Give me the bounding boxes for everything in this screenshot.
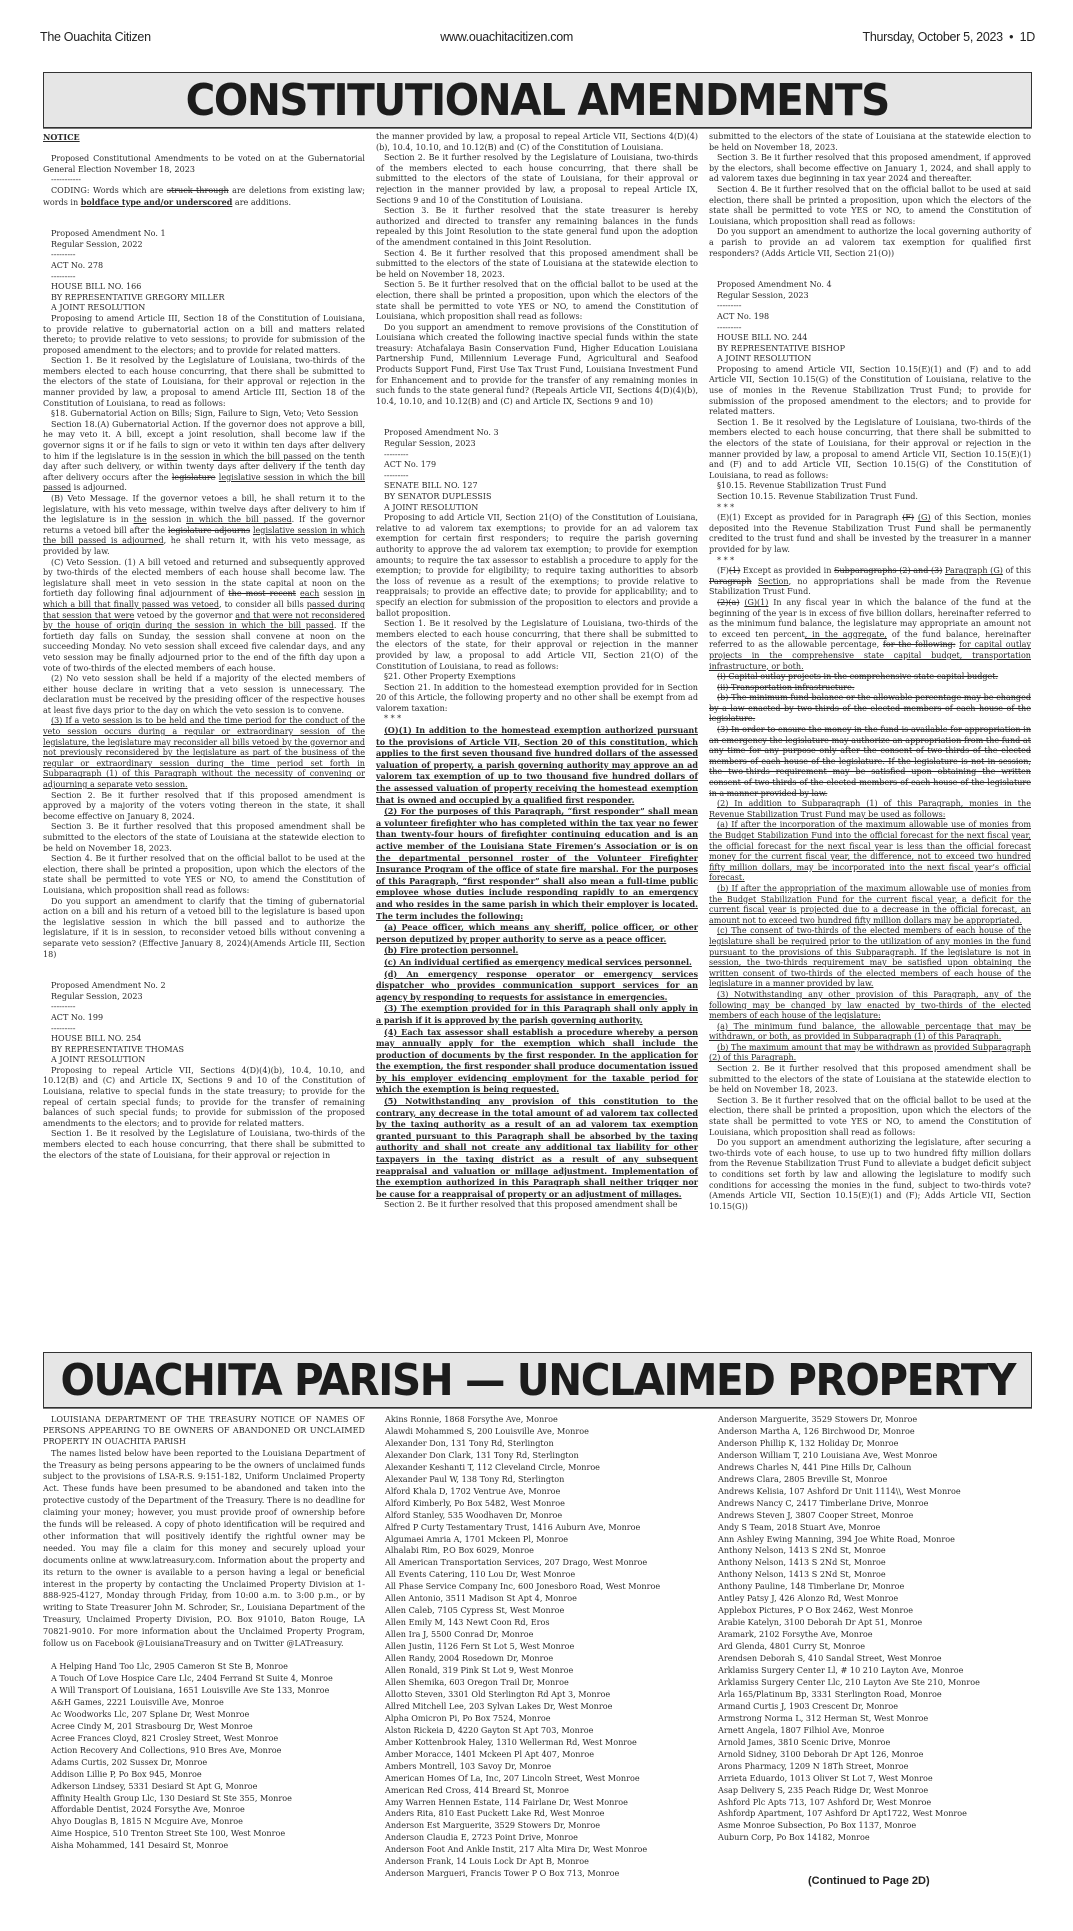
deleted-text: legislature adjourns	[168, 525, 251, 535]
unclaimed-name-entry: Amber Kottenbrook Haley, 1310 Wellerman Rd, West Monroe	[385, 1736, 637, 1747]
paragraph: Section 5. Be it further resolved that on the official ballot to be used at the election, there shall be printed a proposition, upon which the electors of the state shall be permitted to vote YES or NO, to amend the Constitution of Louisiana, which proposition shall read as follows:	[376, 280, 698, 322]
added-text: (O)(1) In addition to the homestead exemption authorized pursuant to the provisions of Article VII, Section 20 of this constitution, which applies to the first seven thousand five hundred dollars of the assessed valuation of property, a parish governing authority may approve an ad valorem tax exemption of up to two thousand five hundred dollars of the assessed valuation of property receiving the homestead exemption that is owned and occupied by a qualified first responder.	[376, 725, 698, 805]
bill-header-line: ACT No. 199	[51, 1012, 104, 1022]
added-text: (a) If after the incorporation of the maximum allowable use of monies from the Budget Stabilization Fund into the official forecast for the next fiscal year, the official forecast for the next fiscal year is less than the official forecast money for the current fiscal year, the difference, not to exceed two hundred fifty million dollars, may be incorporated into the next fiscal year’s official forecast.	[709, 820, 1031, 883]
unclaimed-name-entry: Algumaei Amria A, 1701 Mckeen Pl, Monroe	[385, 1533, 568, 1544]
unclaimed-name-entry: A Touch Of Love Hospice Care Llc, 2404 Ferrand St Suite 4, Monroe	[51, 1672, 333, 1683]
paragraph: Section 2. Be it further resolved that this proposed amendment shall be submitted to the electors of the state of Louisiana at the statewide election to be held on November 18, 2023.	[709, 1064, 1031, 1095]
paragraph: §18. Gubernatorial Action on Bills; Sign, Failure to Sign, Veto; Veto Session	[51, 409, 359, 419]
unclaimed-name-entry: Allotto Steven, 3301 Old Sterlington Rd Apt 3, Monroe	[385, 1688, 611, 1699]
unclaimed-name-entry: Anderson Est Marguerite, 3529 Stowers Dr, Monroe	[385, 1820, 601, 1831]
unclaimed-name-entry: Anthony Nelson, 1413 S 2Nd St, Monroe	[718, 1557, 886, 1568]
unclaimed-name-entry: All Phase Service Company Inc, 600 Jonesboro Road, West Monroe	[385, 1581, 661, 1592]
paragraph	[709, 693, 1031, 725]
paragraph	[709, 990, 1031, 1022]
bill-header-line: Proposed Amendment No. 1	[51, 229, 166, 239]
treasury-notice-body: The names listed below have been reported to the Louisiana Department of the Treasury as being persons appearing to be the owners of unclaimed funds subject to the provisions of LSA-R.S. 9:151-182, Uniform Unclaimed Property Act. These funds have been presumed to be abandoned and taken into the protective custody of the Department of the Treasury. There is no deadline for claiming your money; however, you must provide proof of ownership before the funds will be released. A copy of photo identification will be required and other information that will positively identify the rightful owner may be needed. You may file a claim for this money and securely upload your documents online at www.latreasury.com. Information about the property and its return to the owner is available to a person having a legal or beneficial interest in the property by contacting the Unclaimed Property Division at 1-888-925-4127, Monday through Friday, from 10:00 a.m. to 3:00 p.m., or by writing to State Treasurer John M. Schroder, Sr., Louisiana Department of the Treasury, Unclaimed Property Division, P.O. Box 91010, Baton Rouge, LA 70821-9010. For more information about the Unclaimed Property Program, follow us on Facebook @LouisianaTreasury and on Twitter @LATreasury.	[43, 1447, 365, 1649]
unclaimed-name-entry: Anderson Marguerite, 3529 Stowers Dr, Monroe	[718, 1414, 918, 1424]
paragraph: Section 1. Be it resolved by the Legislature of Louisiana, two-thirds of the members elected to each house concurring, that there shall be submitted to the electors of the state of Louisiana, for their approval or rejection in the manner provided by law, a proposal to amend Article III, Section 18 of the Constitution of Louisiana, to read as follows:	[43, 356, 365, 408]
unclaimed-property-title: OUACHITA PARISH — UNCLAIMED PROPERTY	[60, 1354, 1015, 1406]
unclaimed-name-entry: Allen Ira J, 5500 Conrad Dr, Monroe	[385, 1629, 534, 1640]
deleted-text: Paragraph	[709, 576, 752, 586]
website-link[interactable]: www.ouachitacitizen.com	[440, 30, 573, 44]
unclaimed-name-entry: Arabie Katelyn, 3100 Deborah Dr Apt 51, Monroe	[718, 1617, 923, 1628]
spacer	[709, 259, 1031, 280]
paragraph: (2)(a) (G)(1) In any fiscal year in which the balance of the fund at the beginning of the year is in excess of five billion dollars, hereinafter referred to as the minimum fund balance, the legislature may appropriate an amount not to exceed ten percent, in the aggregate, of the fund balance, hereinafter referred to as the allowable percentage, for the following: for capital outlay projects in the comprehensive state capital budget, transportation infrastructure, or both.	[709, 597, 1031, 671]
unclaimed-name-entry: A&H Games, 2221 Louisville Ave, Monroe	[51, 1696, 224, 1707]
deleted-text: (2)(a)	[717, 597, 740, 607]
deleted-text: struck through	[166, 185, 229, 195]
bill-header-line: Regular Session, 2023	[384, 439, 476, 449]
paragraph	[376, 957, 698, 969]
paragraph	[376, 806, 698, 922]
amendments-column-3	[709, 132, 1031, 1212]
names-list-3	[718, 1414, 1038, 1844]
unclaimed-name-entry: Amber Moracce, 1401 Mckeen Pl Apt 407, Monroe	[385, 1748, 595, 1759]
unclaimed-name-entry: Arnold Sidney, 3100 Deborah Dr Apt 126, Monroe	[718, 1748, 924, 1759]
bullet-separator: •	[1009, 30, 1014, 44]
unclaimed-name-entry: Allen Randy, 2004 Rosedown Dr, Monroe	[385, 1653, 554, 1664]
paragraph: (B) Veto Message. If the governor vetoes a bill, he shall return it to the legislature, with his veto message, within twelve days after delivery to him if the legislature is in the session in which the bill passed. If the governor returns a vetoed bill after the legislature adjourns legislative session in which the bill passed is adjourned, he shall return it, with his veto message, as provided by law.	[43, 494, 366, 556]
added-text: (5) Notwithstanding any provision of this constitution to the contrary, any decrease in the total amount of ad valorem tax collected by the taxing authority as a result of an ad valorem tax exemption granted pursuant to this Paragraph shall be absorbed by the taxing authority and shall not create any additional tax liability for other taxpayers in the taxing district as a result of any subsequent reappraisal and valuation or millage adjustment. Implementation of the exemption authorized in this Paragraph shall neither trigger nor be cause for a reappraisal of property or an adjustment of millages.	[376, 1096, 698, 1199]
bill-header-line: A JOINT RESOLUTION	[51, 1055, 146, 1065]
paragraph	[709, 884, 1031, 926]
notice-heading: NOTICE	[43, 132, 80, 142]
added-text: (3) Notwithstanding any other provision of this Paragraph, any of the following may be changed by law enacted by two-thirds of the elected members of each house of the legislature:	[709, 989, 1031, 1021]
unclaimed-name-entry: Action Recovery And Collections, 910 Bres Ave, Monroe	[51, 1744, 282, 1755]
unclaimed-name-entry: Acree Frances Cloyd, 821 Crosley Street, West Monroe	[51, 1732, 279, 1743]
unclaimed-name-entry: Allen Ronald, 319 Pink St Lot 9, West Monroe	[385, 1665, 574, 1676]
added-text: (d) An emergency response operator or emergency services dispatcher who provides communication support services for an agency by responding to requests for assistance in emergencies.	[376, 968, 698, 1002]
unclaimed-name-entry: Asme Monroe Subsection, Po Box 1137, Monroe	[718, 1820, 917, 1831]
paragraph: Do you support an amendment to authorize the local governing authority of a parish to provide an ad valorem tax exemption for qualified first responders? (Adds Article VII, Section 21(O))	[709, 227, 1031, 258]
unclaimed-name-entry: Anthony Pauline, 148 Timberlane Dr, Monroe	[718, 1581, 905, 1592]
unclaimed-name-entry: Ac Woodworks Llc, 207 Splane Dr, West Monroe	[51, 1708, 250, 1719]
unclaimed-name-entry: Anderson Foot And Ankle Instit, 217 Alta Mira Dr, West Monroe	[385, 1844, 648, 1855]
added-text: boldface type and/or underscored	[80, 196, 233, 207]
paragraph: Section 4. Be it further resolved that on the official ballot to be used at the election, there shall be printed a proposition, upon which the electors of the state shall be permitted to vote YES or NO, to amend the Constitution of Louisiana, which proposition shall read as follows:	[43, 854, 365, 895]
unclaimed-name-entry: Allen Emily M, 143 Newt Coon Rd, Eros	[385, 1617, 550, 1628]
unclaimed-name-entry: Allen Justin, 1126 Fern St Lot 5, West Monroe	[385, 1641, 575, 1652]
names-list-1	[43, 1661, 365, 1852]
paragraph: (2) No veto session shall be held if a majority of the elected members of either house declare in writing that a veto session is unnecessary. The declaration must be received by the presiding officer of the respective houses at least five days prior to the day on which the veto session is to convene.	[43, 674, 365, 715]
unclaimed-name-entry: Anderson William T, 210 Louisiana Ave, West Monroe	[718, 1449, 938, 1460]
deleted-text: (i) Capital outlay projects in the comprehensive state capital budget.	[717, 672, 999, 682]
paragraph	[376, 1096, 698, 1200]
paragraph: the manner provided by law, a proposal to repeal Article VII, Sections 4(D)(4)(b), 10.4, 10.10, and 10.12(B) and (C) of the Constitution of Louisiana.	[376, 132, 698, 152]
unclaimed-name-entry: Arrieta Eduardo, 1013 Oliver St Lot 7, West Monroe	[718, 1772, 933, 1783]
added-text: in which the bill passed	[213, 451, 312, 461]
unclaimed-name-entry: Ambers Montrell, 103 Savoy Dr, Monroe	[385, 1760, 552, 1771]
added-text: (c) An individual certified as emergency medical services personnel.	[384, 956, 692, 967]
unclaimed-column-1	[43, 1414, 365, 1852]
unclaimed-name-entry: Acree Cindy M, 201 Strasbourg Dr, West Monroe	[51, 1720, 253, 1731]
amendments-column-1	[43, 132, 365, 1161]
deleted-text: for the following:	[882, 640, 956, 650]
paragraph: Section 1. Be it resolved by the Legislature of Louisiana, two-thirds of the members elected to each house concurring, that there shall be submitted to the electors of the state, for their approval or rejection in the manner provided by law, a proposal to add Article VII, Section 21(O) of the Constitution of Louisiana, to read as follows:	[376, 619, 698, 671]
paragraph: Section 1. Be it resolved by the Legislature of Louisiana, two-thirds of the members elected to each house concurring, that there shall be submitted to the electors of the state of Louisiana, for their approval or rejection in the manner provided by law, a proposal to amend Article VII, Section 10.15(E)(1) and (F) and to add Article VII, Section 10.15(G) of the Constitution of Louisiana, to read as follows:	[709, 417, 1031, 480]
added-text: (4) Each tax assessor shall establish a procedure whereby a person may annually apply for the exemption which shall include the production of documents by the first responder. In the application for the exemption, the first responder shall produce documentation issued by his employer evidencing employment for the taxable period for which the exemption is being requested.	[376, 1026, 698, 1095]
unclaimed-name-entry: Arnett Angela, 1807 Filhiol Ave, Monroe	[718, 1724, 885, 1735]
bill-header-line: BY REPRESENTATIVE GREGORY MILLER	[51, 292, 225, 302]
unclaimed-name-entry: Allen Caleb, 7105 Cypress St, West Monroe	[385, 1605, 565, 1616]
masthead	[40, 30, 1035, 44]
bill-header-line: ACT No. 179	[384, 460, 437, 470]
unclaimed-name-entry: Anderson Frank, 14 Louis Lock Dr Apt B, Monroe	[385, 1856, 589, 1867]
paragraph: Section 18.(A) Gubernatorial Action. If the governor does not approve a bill, he may veto it. A bill, except a joint resolution, shall become law if the governor signs it or if he fails to sign or veto it within ten days after delivery to him if the legislature is in the session in which the bill passed on the tenth day after such delivery, or within twenty days after delivery if the tenth day after delivery occurs after the legislature legislative session in which the bill passed is adjourned.	[43, 419, 366, 493]
unclaimed-name-entry: Arendsen Deborah S, 410 Sandal Street, West Monroe	[718, 1653, 942, 1664]
unclaimed-name-entry: Alston Rickeia D, 4220 Gayton St Apt 703, Monroe	[385, 1724, 594, 1735]
bill-header-line: HOUSE BILL NO. 166	[51, 282, 142, 292]
paragraph: §21. Other Property Exemptions	[384, 672, 516, 682]
bill-header-line: ---------	[384, 449, 409, 459]
paragraph: Proposing to add Article VII, Section 21(O) of the Constitution of Louisiana, relative to ad valorem tax exemptions; to provide for an ad valorem tax exemption for certain first responders; to require the parish governing authority to approve the ad valorem tax exemption; to provide for exemption amounts; to require the tax assessor to establish a procedure to apply for the exemption; to provide for eligibility; to require taxing authorities to absorb the loss of revenue as a result of the exemptions; to provide relative to reappraisals; to provide an effective date; to provide for applicability; and to specify an election for submission of the proposition to electors and provide a ballot proposition.	[376, 513, 698, 618]
added-text: (a) The minimum fund balance, the allowable percentage that may be withdrawn, or both, as provided in Subparagraph (1) of this Paragraph.	[709, 1021, 1031, 1042]
unclaimed-name-entry: Alford Kimberly, Po Box 5482, West Monroe	[385, 1497, 565, 1508]
unclaimed-name-entry: Arklamiss Surgery Center Llc, 210 Layton Ave Ste 210, Monroe	[718, 1676, 980, 1687]
paragraph: Proposing to amend Article VII, Section 10.15(E)(1) and (F) and to add Article VII, Section 10.15(G) of the Constitution of Louisiana, relative to the use of monies in the Revenue Stabilization Trust Fund; to provide for submission of the proposed amendment to the electors; and to provide for related matters.	[709, 364, 1031, 417]
unclaimed-name-entry: Anderson Martha A, 126 Birchwood Dr, Monroe	[718, 1425, 915, 1436]
unclaimed-name-entry: Alhalabi Rim, P.O Box 6029, Monroe	[385, 1545, 534, 1556]
unclaimed-name-entry: Antley Patsy J, 426 Alonzo Rd, West Monroe	[718, 1593, 899, 1604]
bill-header-line: BY REPRESENTATIVE BISHOP	[717, 343, 846, 353]
paragraph: Proposing to amend Article III, Section 18 of the Constitution of Louisiana, to provide relative to gubernatorial action on a bill and matters related thereto; to provide relative to veto sessions; to provide for submission of the proposed amendment to the electors; and to provide for related matters.	[43, 313, 365, 355]
paragraph	[709, 1043, 1031, 1064]
paragraph	[43, 716, 365, 790]
bill-header-line: Regular Session, 2022	[51, 239, 143, 249]
amendments-banner	[43, 72, 1032, 128]
paragraph	[376, 1027, 698, 1097]
bill-header-line: SENATE BILL NO. 127	[384, 481, 478, 491]
unclaimed-name-entry: Armand Curtis J, 1903 Crescent Dr, Monroe	[718, 1700, 898, 1711]
deleted-text: (3) In order to ensure the money in the fund is available for appropriation in an emergency the legislature may authorize an appropriation from the fund at any time for any purpose only after the consent of two-thirds of the elected members of each house of the legislature. If the legislature is not in session, the two-thirds requirement may be satisfied upon obtaining the written consent of two-thirds of the elected members of each house of the legislature in a manner provided by law.	[709, 725, 1031, 798]
bill-header-line: ---------	[51, 250, 76, 260]
paragraph	[709, 799, 1031, 820]
paragraph: (C) Veto Session. (1) A bill vetoed and returned and subsequently approved by two-thirds of the elected members of each house shall become law. The legislature shall meet in veto session in the state capital at noon on the fortieth day following final adjournment of the most recent each session in which a bill that finally passed was vetoed, to consider all bills passed during that session that were vetoed by the governor and that were not reconsidered by the house of origin during the session in which the bill passed. If the fortieth day falls on Sunday, the session shall convene at noon on the succeeding Monday. No veto session shall exceed five calendar days, and any veto session may be finally adjourned prior to the end of the fifth day upon a vote of two-thirds of the elected members of each house.	[43, 557, 365, 673]
added-text: (b) The maximum amount that may be withdrawn as provided Subparagraph (2) of this Paragraph.	[709, 1042, 1031, 1063]
names-list-2	[385, 1414, 705, 1880]
spacer	[376, 407, 698, 428]
paragraph: * * *	[384, 714, 402, 724]
unclaimed-name-entry: Arnold James, 3810 Scenic Drive, Monroe	[718, 1736, 891, 1747]
bill-header-line: Proposed Amendment No. 4	[717, 280, 832, 290]
paragraph	[376, 922, 698, 945]
added-text: passed during that session that were	[43, 599, 365, 620]
paragraph: Do you support an amendment to clarify that the timing of gubernatorial action on a bill and his return of a vetoed bill to the legislature is based upon the legislative session in which the bill passed and to authorize the legislature, if it is in session, to reconsider vetoed bills without convening a separate veto session? (Effective January 8, 2024)(Amends Article III, Section 18)	[43, 896, 365, 959]
unclaimed-name-entry: Adams Curtis, 202 Sussex Dr, Monroe	[51, 1756, 208, 1767]
paragraph: Do you support an amendment authorizing the legislature, after securing a two-thirds vote of each house, to use up to two hundred fifty million dollars from the Revenue Stabilization Trust Fund to alleviate a budget deficit subject to conditions set forth by law and allowing the legislature to modify such conditions for accessing the monies in the fund, subject to two-thirds vote? (Amends Article VII, Section 10.15(E)(1) and (F); Adds Article VII, Section 10.15(G))	[709, 1138, 1031, 1211]
unclaimed-name-entry: Ashfordp Apartment, 107 Ashford Dr Apt1722, West Monroe	[718, 1808, 967, 1819]
continued-notice: (Continued to Page 2D)	[808, 1875, 930, 1887]
paragraph: * * *	[717, 555, 735, 565]
added-text: (c) The consent of two-thirds of the elected members of each house of the legislature shall be required prior to the utilization of any monies in the fund pursuant to the provisions of this Subparagraph. If the legislature is not in session, the two-thirds requirement may be satisfied upon obtaining the written consent of two-thirds of the elected members of each house of the legislature in a manner provided by law.	[709, 926, 1031, 989]
unclaimed-name-entry: Allred Mitchell Lee, 203 Sylvan Lakes Dr, West Monroe	[385, 1700, 613, 1711]
added-text: legislative session in which the bill passed is adjourned	[43, 525, 366, 546]
paragraph: Section 3. Be it further resolved that this proposed amendment shall be submitted to the electors of the state of Louisiana at the statewide election to be held on November 18, 2023.	[43, 822, 365, 853]
unclaimed-name-entry: American Red Cross, 414 Breard St, Monroe	[385, 1784, 569, 1795]
paragraph: Do you support an amendment to remove provisions of the Constitution of Louisiana which created the following inactive special funds within the state treasury: Atchafalaya Basin Conservation Fund, Higher Education Louisiana Partnership Fund, Millennium Leverage Fund, Agricultural and Seafood Products Support Fund, First Use Tax Trust Fund, Louisiana Investment Fund for Enhancement and to provide for the transfer of any remaining monies in such funds to the state general fund? (Repeals Article VII, Sections 4(D)(4)(b), 10.4, 10.10, and 10.12(B) and (C) and Article IX, Sections 9 and 10)	[376, 322, 698, 406]
paragraph: Section 2. Be it further resolved by the Legislature of Louisiana, two-thirds of the members elected to each house concurring, that there shall be submitted to the electors of the state of Louisiana, for their approval or rejection in the manner provided by law, a proposal to repeal Article IX, Sections 9 and 10 of the Constitution of Louisiana.	[376, 153, 698, 205]
unclaimed-name-entry: Anthony Nelson, 1413 S 2Nd St, Monroe	[718, 1569, 886, 1580]
deleted-text: Subparagraphs (2) and (3)	[833, 566, 943, 576]
unclaimed-property-banner	[43, 1352, 1032, 1408]
added-text: each	[300, 589, 320, 599]
paragraph: Section 4. Be it further resolved that on the official ballot to be used at said election, there shall be printed a proposition, upon which the electors of the state shall be permitted to vote YES or NO, to amend the Constitution of Louisiana, which proposition shall read as follows:	[709, 184, 1031, 226]
unclaimed-name-entry: Addison Lillie P, Po Box 945, Monroe	[51, 1768, 202, 1779]
bill-header-line: ---------	[717, 322, 742, 332]
added-text: (G)(1)	[744, 597, 769, 607]
unclaimed-name-entry: All Events Catering, 110 Lou Dr, West Monroe	[385, 1569, 576, 1580]
unclaimed-name-entry: Alexander Don, 131 Tony Rd, Sterlington	[385, 1437, 554, 1448]
paragraph	[709, 820, 1031, 884]
unclaimed-name-entry: Alford Khala D, 1702 Ventrue Ave, Monroe	[385, 1485, 561, 1496]
spacer	[43, 144, 365, 155]
added-text: (a) Peace officer, which means any sheriff, police officer, or other person deputized by proper authority to serve as a peace officer.	[376, 922, 698, 944]
unclaimed-name-entry: Andrews Steven J, 3807 Cooper Street, Monroe	[718, 1509, 914, 1520]
unclaimed-name-entry: Allen Shemika, 603 Oregon Trail Dr, Monroe	[385, 1676, 569, 1687]
added-text: in which the bill passed	[186, 515, 292, 525]
bill-header-line: ---------	[51, 1002, 76, 1012]
paragraph	[709, 683, 1031, 694]
unclaimed-name-entry: Ard Glenda, 4801 Curry St, Monroe	[718, 1641, 865, 1652]
paragraph: Proposing to repeal Article VII, Sections 4(D)(4)(b), 10.4, 10.10, and 10.12(B) and (C) and Article IX, Sections 9 and 10 of the Constitution of Louisiana, relative to special funds in the state treasury; to provide for the repeal of certain special funds; to provide for the transfer of remaining balances of such special funds; to provide for submission of the proposed amendments to the electors; and to provide for related matters.	[43, 1065, 365, 1128]
unclaimed-name-entry: Andrews Kelisia, 107 Ashford Dr Unit 1114\\, West Monroe	[718, 1485, 961, 1496]
unclaimed-name-entry: Arklamiss Surgery Center Ll, # 10 210 Layton Ave, Monroe	[718, 1665, 964, 1676]
paragraph	[709, 672, 1031, 683]
added-text: the	[164, 451, 178, 461]
deleted-text: (ii) Transportation infrastructure.	[717, 682, 855, 692]
bill-header-line: HOUSE BILL NO. 254	[51, 1034, 142, 1044]
bill-header-line: Proposed Amendment No. 3	[384, 428, 499, 438]
paragraph: Proposed Constitutional Amendments to be voted on at the Gubernatorial General Election November 18, 2023	[43, 154, 365, 174]
added-text: (3) The exemption provided for in this Paragraph shall only apply in a parish if it is approved by the parish governing authority.	[376, 1003, 698, 1025]
unclaimed-name-entry: Aisha Mohammed, 141 Desaird St, Monroe	[51, 1840, 229, 1851]
added-text: Paragraph (G)	[944, 566, 1003, 576]
paragraph: Section 3. Be it further resolved that on the official ballot to be used at the election, there shall be printed a proposition, upon which the electors of the state shall be permitted to vote YES or NO, to amend the Constitution of Louisiana, which proposition shall read as follows:	[709, 1095, 1031, 1137]
paragraph: CODING: Words which are struck through are deletions from existing law; words in boldface type and/or underscored are additions.	[43, 185, 365, 207]
deleted-text: legislature	[171, 472, 216, 482]
added-text: , in the aggregate,	[804, 629, 887, 639]
paragraph	[376, 969, 698, 1004]
paragraph: * * *	[717, 502, 735, 512]
paragraph	[43, 132, 365, 144]
unclaimed-name-entry: Anders Rita, 810 East Puckett Lake Rd, West Monroe	[385, 1808, 605, 1819]
paragraph	[376, 725, 698, 806]
paragraph: Section 2. Be it further resolved that if this proposed amendment is approved by a majority of the voters voting thereon in the state, it shall become effective on January 8, 2024.	[43, 790, 365, 821]
unclaimed-name-entry: Andrews Nancy C, 2417 Timberlane Drive, Monroe	[718, 1497, 929, 1508]
deleted-text: (F)	[902, 513, 915, 523]
unclaimed-name-entry: Anderson Claudia E, 2723 Point Drive, Monroe	[385, 1832, 578, 1843]
deleted-text: the most recent	[228, 589, 296, 599]
unclaimed-name-entry: Affordable Dentist, 2024 Forsythe Ave, Monroe	[51, 1804, 245, 1815]
treasury-notice-heading: LOUISIANA DEPARTMENT OF THE TREASURY NOTICE OF NAMES OF PERSONS APPEARING TO BE OWNERS OF ABANDONED OR UNCLAIMED PROPERTY IN OUACHITA PARISH	[43, 1414, 365, 1447]
paragraph	[376, 1003, 698, 1026]
paragraph: Section 3. Be it further resolved that this proposed amendment, if approved by the electors, shall become effective on January 1, 2024, and shall apply to ad valorem taxes due beginning in tax year 2024 and thereafter.	[709, 153, 1031, 184]
unclaimed-name-entry: Andrews Clara, 2805 Breville St, Monroe	[718, 1473, 888, 1484]
paragraph: (F)(1) Except as provided in Subparagraphs (2) and (3) Paragraph (G) of this Paragraph Section, no appropriations shall be made from the Revenue Stabilization Trust Fund.	[709, 566, 1032, 597]
added-text: Section	[757, 576, 789, 586]
unclaimed-name-entry: Alford Stanley, 535 Woodhaven Dr, Monroe	[385, 1509, 563, 1520]
spacer	[43, 960, 365, 981]
bill-header-line: Proposed Amendment No. 2	[51, 981, 166, 991]
bill-header-line: A JOINT RESOLUTION	[717, 354, 812, 364]
unclaimed-name-entry: Ahyo Douglas B, 1815 N Mcguire Ave, Monroe	[51, 1816, 243, 1827]
added-text: (b) If after the appropriation of the maximum allowable use of monies from the Budget Stabilization Fund for the current fiscal year, a deficit for the current fiscal year is projected due to a decrease in the official forecast, an amount not to exceed two hundred fifty million dollars may be appropriated.	[709, 883, 1031, 925]
paragraph: Section 2. Be it further resolved that this proposed amendment shall be	[384, 1200, 678, 1210]
unclaimed-name-entry: Andy S Team, 2018 Stuart Ave, Monroe	[718, 1521, 881, 1532]
bill-header-line: ---------	[384, 470, 409, 480]
unclaimed-name-entry: Asap Delivery S, 235 Peach Ridge Dr, West Monroe	[718, 1784, 929, 1795]
dateline	[863, 30, 1035, 44]
spacer	[43, 208, 365, 229]
unclaimed-name-entry: Affinity Health Group Llc, 130 Desiard St Ste 355, Monroe	[51, 1792, 292, 1803]
unclaimed-name-entry: Alpha Omicron Pi, Po Box 7524, Monroe	[385, 1712, 551, 1723]
added-text: the	[133, 515, 147, 525]
unclaimed-name-entry: Anderson Phillip K, 132 Holiday Dr, Monroe	[718, 1437, 899, 1448]
unclaimed-name-entry: Adkerson Lindsey, 5331 Desiard St Apt G, Monroe	[51, 1780, 258, 1791]
unclaimed-name-entry: Allen Antonio, 3511 Madison St Apt 4, Monroe	[385, 1593, 577, 1604]
paragraph	[709, 926, 1031, 990]
paper-name: The Ouachita Citizen	[40, 30, 151, 44]
paragraph	[376, 945, 698, 957]
paragraph: submitted to the electors of the state of Louisiana at the statewide election to be held on November 18, 2023.	[709, 132, 1031, 152]
unclaimed-name-entry: Akins Ronnie, 1868 Forsythe Ave, Monroe	[385, 1414, 558, 1424]
deleted-text: (1)	[728, 566, 741, 576]
unclaimed-name-entry: Arons Pharmacy, 1209 N 18Th Street, Monroe	[718, 1760, 909, 1771]
unclaimed-name-entry: Amy Warren Hennen Estate, 114 Fairlane Dr, West Monroe	[385, 1796, 628, 1807]
unclaimed-name-entry: Arla 165/Platinum Bp, 3331 Sterlington Road, Monroe	[718, 1688, 942, 1699]
bill-header-line: ACT No. 278	[51, 260, 104, 270]
bill-header-line: ---------	[717, 301, 742, 311]
added-text: legislative session in which the bill passed	[43, 472, 366, 493]
unclaimed-name-entry: A Helping Hand Too Llc, 2905 Cameron St Ste B, Monroe	[51, 1661, 288, 1672]
bill-header-line: ---------	[51, 271, 76, 281]
paragraph: Section 4. Be it further resolved that this proposed amendment shall be submitted to the electors of the state of Louisiana at the statewide election to be held on November 18, 2023.	[376, 248, 698, 279]
page-number: 1D	[1019, 30, 1035, 44]
bill-header-line: HOUSE BILL NO. 244	[717, 333, 808, 343]
unclaimed-name-entry: Ann Ashley Ewing Manning, 394 Joe White Road, Monroe	[718, 1533, 955, 1544]
added-text: (3) If a veto session is to be held and the time period for the conduct of the veto session occurs during a regular or extraordinary session of the legislature, the legislature may reconsider all bills vetoed by the governor and not previously reconsidered by the legislature as part of the business of the regular or extraordinary session during the time period set forth in Subparagraph (1) of this Paragraph without the necessity of convening or adjourning a separate veto session.	[43, 716, 365, 790]
paragraph	[709, 725, 1031, 799]
bill-header-line: Regular Session, 2023	[717, 290, 809, 300]
paragraph: Section 10.15. Revenue Stabilization Trust Fund.	[717, 492, 918, 501]
added-text: (2) In addition to Subparagraph (1) of this Paragraph, monies in the Revenue Stabilization Trust Fund may be used as follows:	[709, 799, 1031, 819]
unclaimed-name-entry: Alawdi Mohammed S, 200 Louisville Ave, Monroe	[385, 1425, 589, 1436]
amendments-column-2	[376, 132, 698, 1211]
added-text: (b) Fire protection personnel.	[384, 945, 519, 956]
unclaimed-name-entry: Anderson Margueri, Francis Tower P O Box 713, Monroe	[385, 1868, 620, 1879]
added-text: and that were not reconsidered by the house of origin during the session in which the bill passed	[43, 610, 365, 631]
unclaimed-name-entry: Armstrong Norma L, 312 Herman St, West Monroe	[718, 1712, 929, 1723]
unclaimed-name-entry: A Will Transport Of Louisiana, 1651 Louisville Ave Ste 133, Monroe	[51, 1684, 330, 1695]
paragraph: -----------	[51, 175, 81, 185]
bill-header-line: A JOINT RESOLUTION	[384, 502, 479, 512]
added-text: (G)	[917, 513, 931, 523]
bill-header-line: BY REPRESENTATIVE THOMAS	[51, 1044, 184, 1054]
unclaimed-name-entry: Andrews Charles N, 441 Pine Hills Dr, Calhoun	[718, 1461, 912, 1472]
unclaimed-name-entry: Ashford Plc Apts 713, 107 Ashford Dr, West Monroe	[718, 1796, 932, 1807]
bill-header-line: Regular Session, 2023	[51, 991, 143, 1001]
paragraph	[709, 1022, 1031, 1043]
unclaimed-name-entry: Anthony Nelson, 1413 S 2Nd St, Monroe	[718, 1545, 886, 1556]
unclaimed-name-entry: Alfred P Curty Testamentary Trust, 1416 Auburn Ave, Monroe	[385, 1521, 641, 1532]
unclaimed-name-entry: Aime Hospice, 510 Trenton Street Ste 100, West Monroe	[51, 1828, 286, 1839]
added-text: in which a bill that finally passed was vetoed	[43, 589, 365, 609]
bill-header-line: BY SENATOR DUPLESSIS	[384, 492, 492, 501]
unclaimed-name-entry: Auburn Corp, Po Box 14182, Monroe	[718, 1832, 870, 1843]
bill-header-line: A JOINT RESOLUTION	[51, 303, 146, 313]
paragraph: Section 3. Be it further resolved that the state treasurer is hereby authorized and directed to transfer any remaining balances in the funds repealed by this Joint Resolution to the state general fund upon the adoption of the amendment contained in this Joint Resolution.	[376, 206, 698, 247]
unclaimed-name-entry: All American Transportation Services, 207 Drago, West Monroe	[385, 1557, 648, 1568]
amendments-title: CONSTITUTIONAL AMENDMENTS	[185, 74, 890, 126]
added-text: for capital outlay projects in the comprehensive state capital budget, transportation infrastructure, or both.	[709, 640, 1031, 671]
unclaimed-name-entry: American Homes Of La, Inc, 207 Lincoln Street, West Monroe	[385, 1772, 640, 1783]
paragraph: §10.15. Revenue Stabilization Trust Fund	[717, 481, 887, 491]
issue-date: Thursday, October 5, 2023	[862, 30, 1003, 44]
unclaimed-name-entry: Alexander Keshanti T, 112 Cleveland Circle, Monroe	[385, 1461, 600, 1472]
paragraph: Section 21. In addition to the homestead exemption provided for in Section 20 of this Article, the following property and no other shall be exempt from ad valorem taxation:	[376, 682, 698, 713]
unclaimed-name-entry: Alexander Don Clark, 131 Tony Rd, Sterlington	[385, 1449, 579, 1460]
unclaimed-name-entry: Aramark, 2102 Forsythe Ave, Monroe	[718, 1629, 873, 1640]
paragraph: (E)(1) Except as provided for in Paragraph (F) (G) of this Section, monies deposited into the Revenue Stabilization Trust Fund shall be permanently credited to the trust fund and shall be invested by the treasurer in a manner provided for by law.	[709, 513, 1031, 554]
bill-header-line: ---------	[51, 1023, 76, 1033]
paragraph: Section 1. Be it resolved by the Legislature of Louisiana, two-thirds of the members elected to each house concurring, that there shall be submitted to the electors of the state of Louisiana, for their approval or rejection in	[43, 1129, 365, 1160]
bill-header-line: ACT No. 198	[717, 311, 770, 321]
unclaimed-name-entry: Applebox Pictures, P O Box 2462, West Monroe	[718, 1605, 914, 1616]
unclaimed-name-entry: Alexander Paul W, 138 Tony Rd, Sterlington	[385, 1473, 565, 1484]
added-text: (2) For the purposes of this Paragraph, “first responder” shall mean a volunteer firefighter who has completed within the tax year no fewer than twenty-four hours of firefighter continuing education and is an active member of the Louisiana State Firemen’s Association or is on the departmental personnel roster of the Volunteer Firefighter Insurance Program of the office of state fire marshal. For the purposes of this Paragraph, “first responder” shall also mean a full-time public employee whose duties include responding rapidly to an emergency and who resides in the same parish in which their employer is located. The term includes the following:	[376, 806, 698, 921]
deleted-text: (b) The minimum fund balance or the allowable percentage may be changed by a law enacted by two-thirds of the elected members of each house of the legislature.	[709, 693, 1031, 724]
